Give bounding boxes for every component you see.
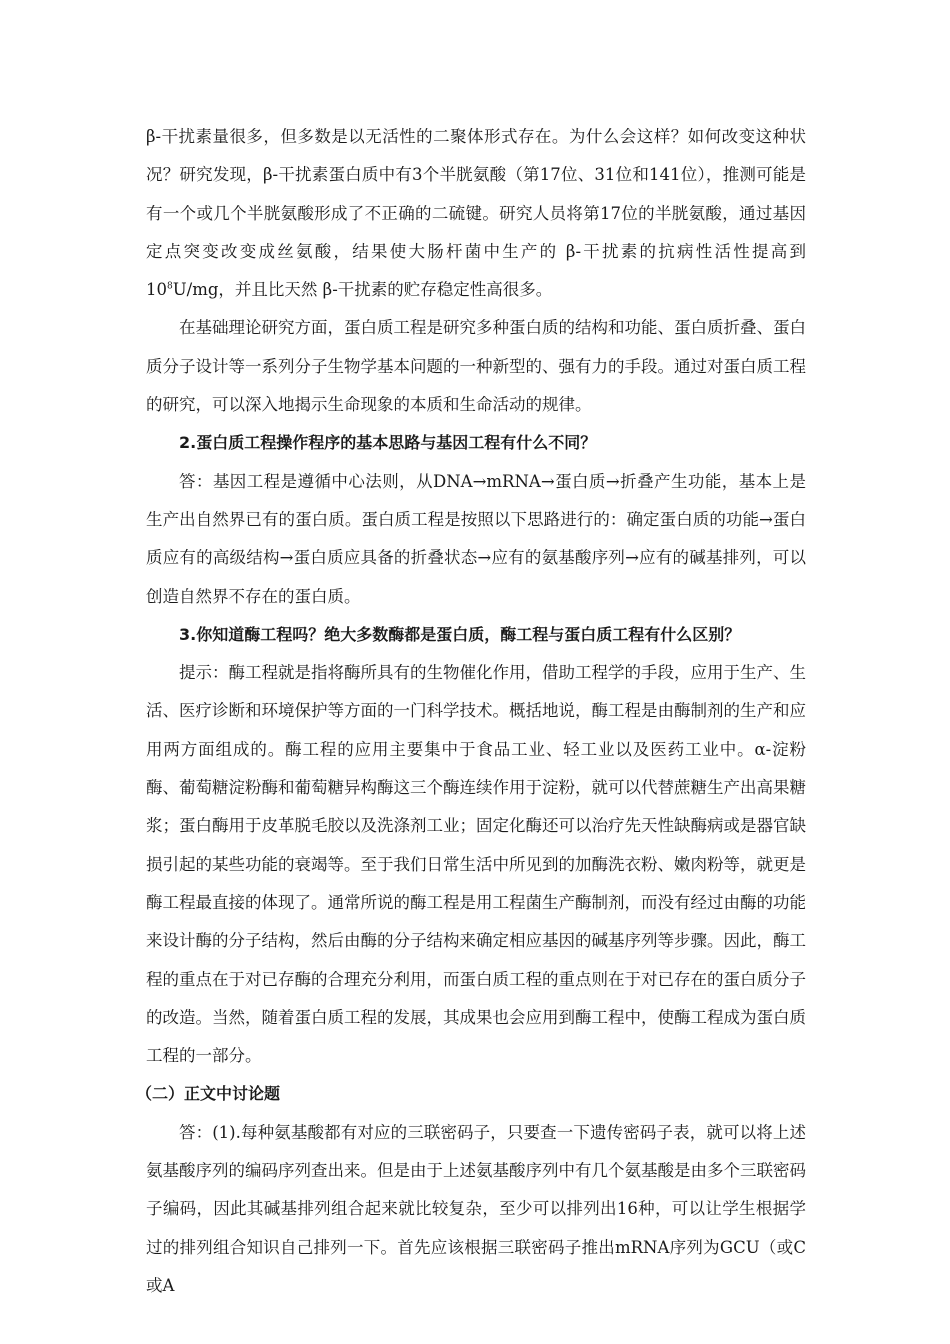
section-heading: （二）正文中讨论题 <box>136 1084 281 1104</box>
paragraph-interferon: β-干扰素量很多，但多数是以无活性的二聚体形式存在。为什么会这样？如何改变这种状况？研究发现，β-干扰素蛋白质中有3个半胱氨酸（第17位、31位和141位），推测可能是有一个或几个半胱氨酸形成了不正确的二硫键。研究人员将第17位的半胱氨酸，通过基因定点突变改变成丝氨酸，结果使大肠杆菌中生产的 β-干扰素的抗病性活性提高到 $10^8U/mg$，并且比天然 β-干扰素的贮存稳定性高很多。 <box>146 127 806 300</box>
superscript-exponent: 8 <box>167 281 173 292</box>
paragraph-basic-research: 在基础理论研究方面，蛋白质工程是研究多种蛋白质的结构和功能、蛋白质折叠、蛋白质分子设计等一系列分子生物学基本问题的一种新型的、强有力的手段。通过对蛋白质工程的研究，可以深入地揭示生命现象的本质和生命活动的规律。 <box>146 318 806 415</box>
answer-2: 答：基因工程是遵循中心法则，从DNA→mRNA→蛋白质→折叠产生功能，基本上是生产出自然界已有的蛋白质。蛋白质工程是按照以下思路进行的：确定蛋白质的功能→蛋白质应有的高级结构→蛋白质应具备的折叠状态→应有的氨基酸序列→应有的碱基排列，可以创造自然界不存在的蛋白质。 <box>146 471 806 606</box>
question-2: 2.蛋白质工程操作程序的基本思路与基因工程有什么不同？ <box>179 433 597 453</box>
answer-3: 提示：酶工程就是指将酶所具有的生物催化作用，借助工程学的手段，应用于生产、生活、医疗诊断和环境保护等方面的一门科学技术。概括地说，酶工程是由酶制剂的生产和应用两方面组成的。酶工程的应用主要集中于食品工业、轻工业以及医药工业中。α-淀粉酶、葡萄糖淀粉酶和葡萄糖异构酶这三个酶连续作用于淀粉，就可以代替蔗糖生产出高果糖浆；蛋白酶用于皮革脱毛胶以及洗涤剂工业；固定化酶还可以治疗先天性缺酶病或是器官缺损引起的某些功能的衰竭等。至于我们日常生活中所见到的加酶洗衣粉、嫩肉粉等，就更是酶工程最直接的体现了。通常所说的酶工程是用工程菌生产酶制剂，而没有经过由酶的功能来设计酶的分子结构，然后由酶的分子结构来确定相应基因的碱基序列等步骤。因此，酶工程的重点在于对已存酶的合理充分利用，而蛋白质工程的重点则在于对已存在的蛋白质分子的改造。当然，随着蛋白质工程的发展，其成果也会应用到酶工程中，使酶工程成为蛋白质工程的一部分。 <box>146 663 806 1066</box>
body-text <box>136 118 806 1305</box>
answer-discussion: 答：(1).每种氨基酸都有对应的三联密码子，只要查一下遗传密码子表，就可以将上述氨基酸序列的编码序列查出来。但是由于上述氨基酸序列中有几个氨基酸是由多个三联密码子编码，因此其碱基排列组合起来就比较复杂，至少可以排列出16种，可以让学生根据学过的排列组合知识自己排列一下。首先应该根据三联密码子推出mRNA序列为GCU（或C或A <box>146 1122 806 1295</box>
question-3: 3.你知道酶工程吗？绝大多数酶都是蛋白质，酶工程与蛋白质工程有什么区别？ <box>179 624 741 644</box>
